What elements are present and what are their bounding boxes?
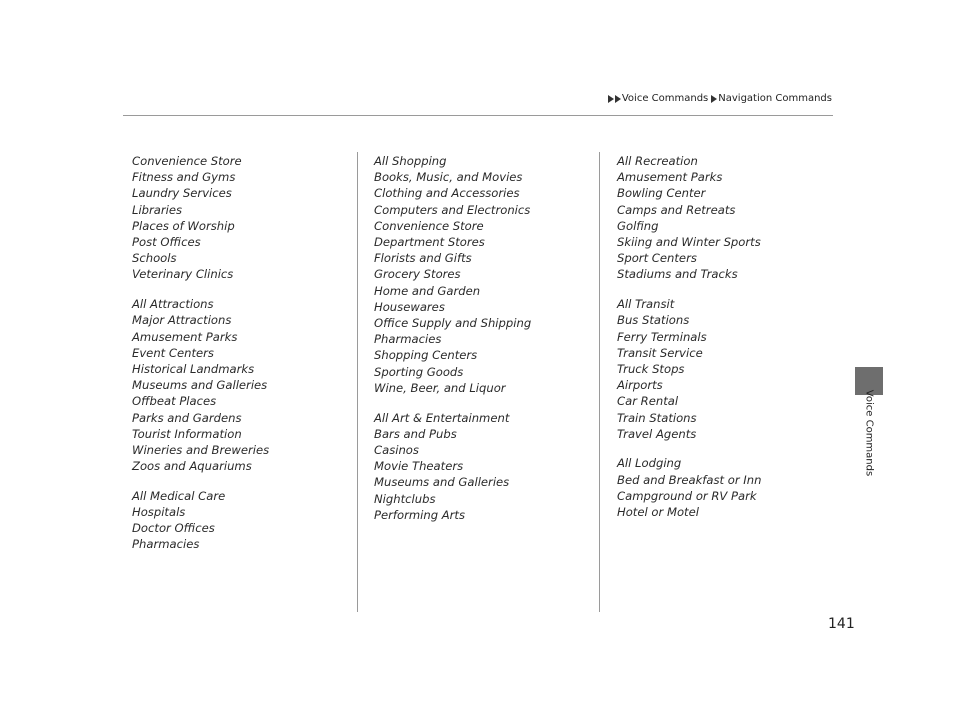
breadcrumb-arrow-icon (711, 95, 717, 103)
command-list-item: Ferry Terminals (617, 329, 707, 344)
command-list-item: Wine, Beer, and Liquor (374, 380, 506, 395)
command-list-item: Casinos (374, 442, 419, 457)
column-divider (599, 152, 600, 612)
command-list-item: Tourist Information (132, 426, 242, 441)
command-list-item: Event Centers (132, 345, 214, 360)
command-group (132, 153, 269, 283)
command-list-item: Pharmacies (374, 332, 442, 347)
command-list-item: Bowling Center (617, 186, 706, 201)
command-list-item: Movie Theaters (374, 459, 464, 474)
command-list-item: Stadiums and Tracks (617, 267, 738, 282)
header-divider (123, 115, 833, 116)
command-list-item: Grocery Stores (374, 267, 461, 282)
command-list-item: Travel Agents (617, 426, 697, 441)
command-list-item: Offbeat Places (132, 394, 217, 409)
command-list-item: All Recreation (617, 154, 698, 168)
page-number: 141 (828, 616, 855, 632)
command-column-3 (617, 153, 761, 534)
command-list-item: Nightclubs (374, 491, 436, 506)
command-list-item: Shopping Centers (374, 348, 478, 363)
command-list-item: Performing Arts (374, 507, 466, 522)
command-list-item: All Transit (617, 297, 675, 312)
command-list-item: Airports (617, 378, 663, 393)
command-list-item: Sporting Goods (374, 364, 464, 379)
command-list-item: Clothing and Accessories (374, 186, 520, 201)
command-list-item: Golfing (617, 218, 659, 233)
command-list-item: All Lodging (617, 456, 682, 471)
command-list-item: Doctor Offices (132, 521, 215, 536)
command-list-item: Department Stores (374, 235, 485, 250)
command-list-item: Books, Music, and Movies (374, 170, 523, 185)
command-list-item: Skiing and Winter Sports (617, 235, 761, 250)
command-list-item: All Art & Entertainment (374, 410, 510, 425)
command-list-item: Major Attractions (132, 313, 232, 328)
command-list-item: Sport Centers (617, 251, 697, 266)
command-list-item: Campground or RV Park (617, 488, 757, 503)
command-list-item: Museums and Galleries (374, 475, 510, 490)
command-group (617, 455, 761, 520)
command-list-item: Amusement Parks (132, 329, 238, 344)
command-list-item: All Shopping (374, 154, 447, 168)
command-list-item: Train Stations (617, 410, 697, 425)
command-list-item: Bars and Pubs (374, 426, 457, 441)
command-list-item: Hotel or Motel (617, 505, 699, 520)
command-list-item: Parks and Gardens (132, 410, 242, 425)
command-list-item: Schools (132, 251, 177, 266)
command-group (132, 296, 269, 474)
command-list-item: Transit Service (617, 345, 703, 360)
command-group (374, 410, 531, 523)
command-list-item: Convenience Store (132, 154, 242, 168)
command-column-2 (374, 153, 531, 536)
command-list-item: Zoos and Aquariums (132, 459, 252, 474)
breadcrumb-item-voice-commands[interactable]: Voice Commands (621, 93, 709, 104)
breadcrumb-arrow-icon (608, 95, 614, 103)
command-group (374, 153, 531, 396)
command-list-item: Laundry Services (132, 186, 232, 201)
command-list-item: Museums and Galleries (132, 378, 268, 393)
command-list-item: All Medical Care (132, 488, 226, 503)
command-list-item: Historical Landmarks (132, 361, 255, 376)
section-tab-label: Voice Commands (863, 389, 875, 477)
command-list-item: Wineries and Breweries (132, 442, 270, 457)
command-column-1 (132, 153, 269, 566)
command-list-item: Computers and Electronics (374, 202, 531, 217)
command-list-item: Camps and Retreats (617, 202, 736, 217)
command-list-item: Veterinary Clinics (132, 267, 234, 282)
command-list-item: Truck Stops (617, 361, 685, 376)
command-list-item: Bus Stations (617, 313, 690, 328)
column-divider (357, 152, 358, 612)
command-list-item: Bed and Breakfast or Inn (617, 472, 762, 487)
command-group (132, 488, 269, 553)
breadcrumb (608, 93, 833, 104)
command-list-item: Hospitals (132, 505, 186, 520)
breadcrumb-item-navigation-commands[interactable]: Navigation Commands (718, 93, 832, 104)
command-list-item: Home and Garden (374, 283, 481, 298)
breadcrumb-arrow-icon (615, 95, 621, 103)
command-list-item: All Attractions (132, 297, 214, 312)
command-list-item: Pharmacies (132, 537, 200, 552)
command-group (617, 296, 761, 442)
command-list-item: Libraries (132, 202, 183, 217)
command-group (617, 153, 761, 283)
command-list-item: Amusement Parks (617, 170, 723, 185)
command-list-item: Fitness and Gyms (132, 170, 236, 185)
command-list-item: Car Rental (617, 394, 679, 409)
command-list-item: Housewares (374, 299, 445, 314)
command-list-item: Places of Worship (132, 218, 235, 233)
command-list-item: Florists and Gifts (374, 251, 472, 266)
command-list-item: Convenience Store (374, 218, 484, 233)
command-list-item: Office Supply and Shipping (374, 316, 532, 331)
command-list-item: Post Offices (132, 235, 201, 250)
